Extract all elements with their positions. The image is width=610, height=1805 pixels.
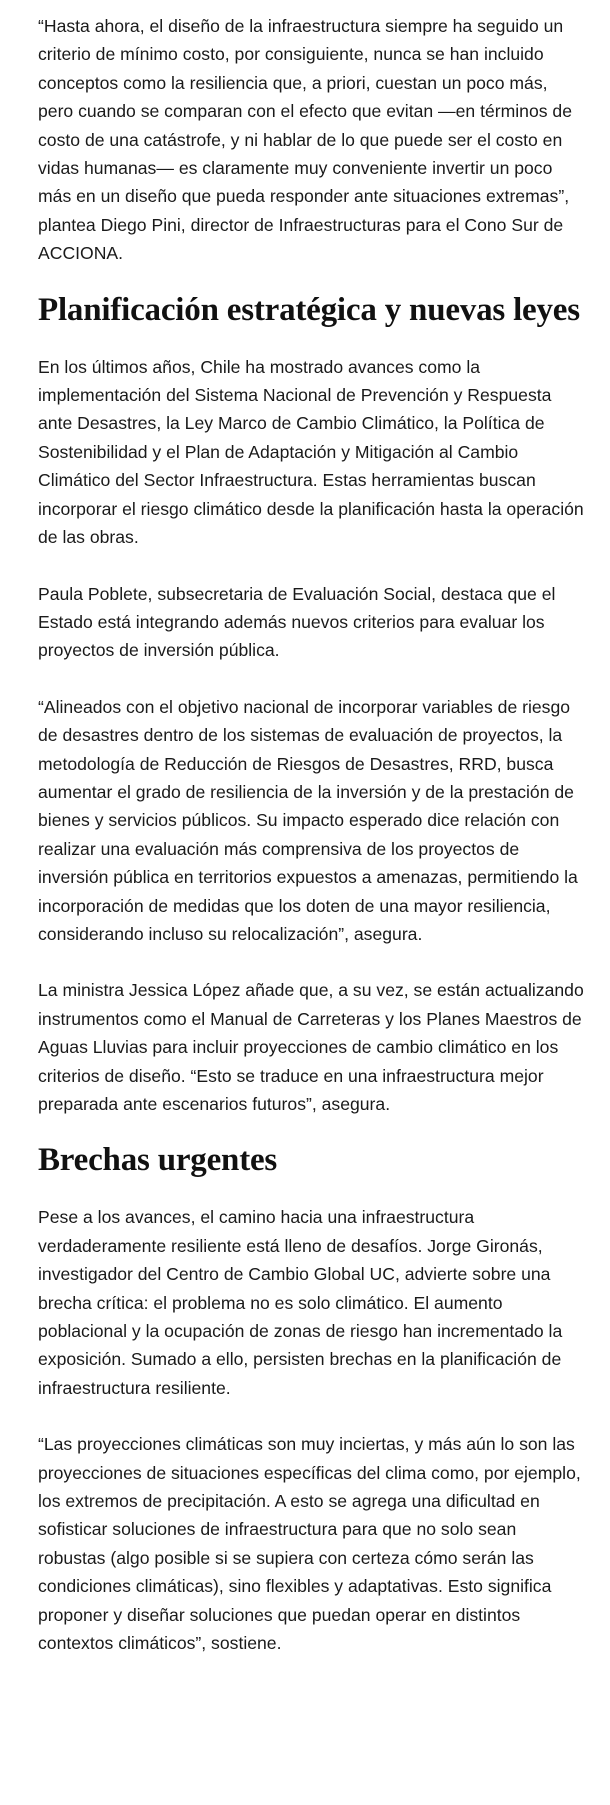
paragraph: Paula Poblete, subsecretaria de Evaluación Social, destaca que el Estado está integrando además nuevos criterios para evaluar los proyectos de inversión pública. (38, 583, 556, 661)
paragraph: La ministra Jessica López añade que, a su vez, se están actualizando instrumentos como el Manual de Carreteras y los Planes Maestros de Aguas Lluvias para incluir proyecciones de cambio climático en los criterios de diseño. “Esto se traduce en una infraestructura mejor preparada ante escenarios futuros”, asegura. (38, 980, 584, 1114)
section-heading-planificacion: Planificación estratégica y nuevas leyes (38, 291, 580, 328)
paragraph: “Las proyecciones climáticas son muy inciertas, y más aún lo son las proyecciones de situaciones específicas del clima como, por ejemplo, los extremos de precipitación. A esto se agrega una dificultad en sofisticar soluciones de infraestructura para que no solo sean robustas (algo posible si se supiera con certeza cómo serán las condiciones climáticas), sino flexibles y adaptativas. Esto significa proponer y diseñar soluciones que puedan operar en distintos contextos climáticos”, sostiene. (38, 1434, 581, 1654)
paragraph: “Alineados con el objetivo nacional de incorporar variables de riesgo de desastres dentro de los sistemas de evaluación de proyectos, la metodología de Reducción de Riesgos de Desastres, RRD, busca aumentar el grado de resiliencia de la inversión y de la prestación de bienes y servicios públicos. Su impacto esperado dice relación con realizar una evaluación más comprensiva de los proyectos de inversión pública en territorios expuestos a amenazas, permitiendo la incorporación de medidas que los doten de una mayor resiliencia, considerando incluso su relocalización”, asegura. (38, 696, 578, 944)
section-heading-brechas: Brechas urgentes (38, 1142, 278, 1179)
quote-intro-paragraph: “Hasta ahora, el diseño de la infraestructura siempre ha seguido un criterio de mínimo costo, por consiguiente, nunca se han incluido conceptos como la resiliencia que, a priori, cuestan un poco más, pero cuando se comparan con el efecto que evitan —en términos de costo de una catástrofe, y ni hablar de lo que puede ser el costo en vidas humanas— es claramente muy conveniente invertir un poco más en un diseño que pueda responder ante situaciones extremas”, plantea Diego Pini, director de Infraestructuras para el Cono Sur de ACCIONA. (38, 16, 573, 264)
paragraph: Pese a los avances, el camino hacia una infraestructura verdaderamente resiliente está lleno de desafíos. Jorge Gironás, investigador del Centro de Cambio Global UC, advierte sobre una brecha crítica: el problema no es solo climático. El aumento poblacional y la ocupación de zonas de riesgo han incrementado la exposición. Sumado a ello, persisten brechas en la planificación de infraestructura resiliente. (38, 1207, 563, 1398)
paragraph: En los últimos años, Chile ha mostrado avances como la implementación del Sistema Nacional de Prevención y Respuesta ante Desastres, la Ley Marco de Cambio Climático, la Política de Sostenibilidad y el Plan de Adaptación y Mitigación al Cambio Climático del Sector Infraestructura. Estas herramientas buscan incorporar el riesgo climático desde la planificación hasta la operación de las obras. (38, 356, 584, 548)
